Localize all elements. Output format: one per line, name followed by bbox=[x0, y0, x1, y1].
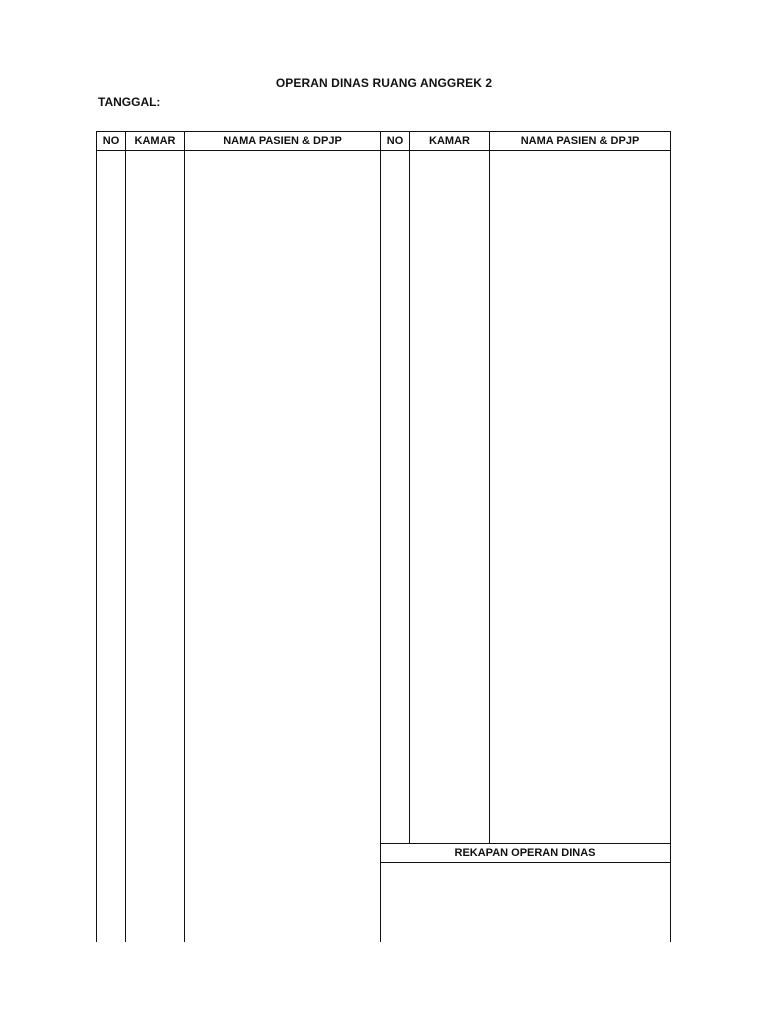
recap-title: REKAPAN OPERAN DINAS bbox=[454, 847, 596, 859]
left-room-header: KAMAR bbox=[134, 135, 176, 147]
left-no-header: NO bbox=[102, 135, 120, 147]
page-title: OPERAN DINAS RUANG ANGGREK 2 bbox=[275, 76, 493, 90]
recap-content-area[interactable] bbox=[381, 863, 670, 942]
right-table-right-border bbox=[670, 131, 671, 942]
right-table-body[interactable] bbox=[381, 151, 670, 843]
right-patient-header: NAMA PASIEN & DPJP bbox=[520, 135, 640, 147]
date-label: TANGGAL: bbox=[98, 95, 161, 109]
right-room-header: KAMAR bbox=[429, 135, 470, 147]
left-table-body[interactable] bbox=[97, 151, 380, 942]
left-patient-header: NAMA PASIEN & DPJP bbox=[223, 135, 342, 147]
right-no-header: NO bbox=[386, 135, 404, 147]
